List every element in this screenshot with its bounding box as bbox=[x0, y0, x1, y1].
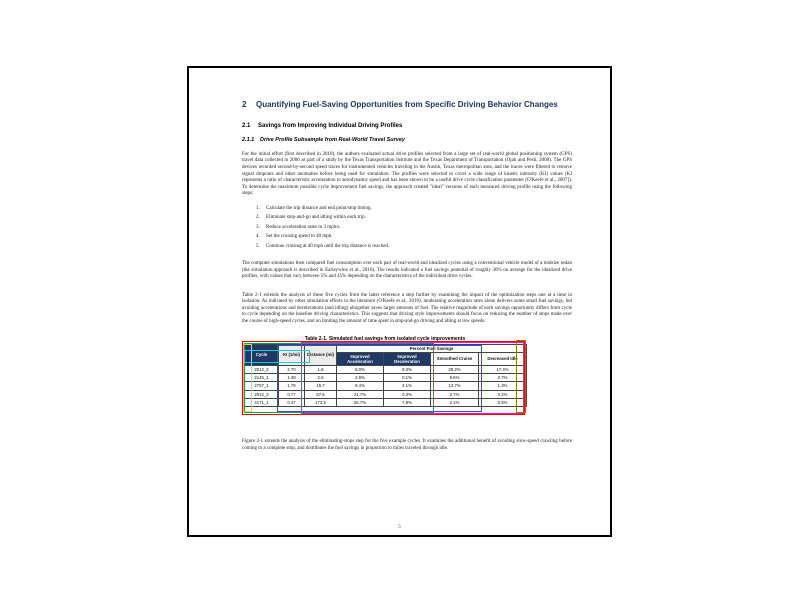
table-cell: 2757_1 bbox=[245, 382, 279, 390]
col-header-distance: Distance (mi) bbox=[305, 344, 337, 365]
table-cell: 1.48 bbox=[279, 374, 305, 382]
table-cell: 6.0% bbox=[337, 366, 384, 374]
section-heading bbox=[242, 123, 572, 131]
list-item: Eliminate stop-and-go and idling within each trip. bbox=[266, 215, 366, 221]
col-header-improved-deceleration: Improved Deceleration bbox=[384, 352, 431, 365]
table-cell: 0.1% bbox=[384, 374, 431, 382]
page-content bbox=[189, 68, 610, 452]
table-cell: 1.8 bbox=[305, 366, 337, 374]
fuel-savings-table bbox=[244, 344, 527, 407]
table-cell: 4171_1 bbox=[245, 398, 279, 406]
page-number: 5 bbox=[398, 525, 401, 530]
body-paragraph-2: The computer simulations then compared fuel consumption over each pair of real-world and idealized cycles using a conventional vehicle model of a midsize sedan (the simulation approach is described in Earleywine et al., 2010). The results indicated a fuel savings potential of roughly 30% on average for the idealized drive profiles, with values that vary between 5% and 45% depending on the characteristics of the individual drive cycles. bbox=[242, 260, 572, 280]
table-cell: 17.4% bbox=[479, 366, 527, 374]
table-cell: 21.7% bbox=[337, 390, 384, 398]
table-cell: 8.4% bbox=[337, 382, 384, 390]
list-item: Set the cruising speed to 40 mph. bbox=[266, 234, 333, 240]
chapter-title: Quantifying Fuel-Saving Opportunities from Specific Driving Behavior Changes bbox=[256, 100, 558, 109]
col-header-improved-acceleration: Improved Acceleration bbox=[337, 352, 384, 365]
table-cell: 0.47 bbox=[279, 398, 305, 406]
table-row bbox=[245, 366, 527, 374]
chapter-heading bbox=[242, 100, 572, 110]
subsection-heading bbox=[242, 137, 572, 144]
table-header-row-1 bbox=[245, 344, 527, 352]
table-cell: 2912_2 bbox=[245, 390, 279, 398]
table-cell: 13.7% bbox=[431, 382, 479, 390]
body-paragraph-3: Table 2-1 extends the analysis of these five cycles from the latter reference a step further by examining the impact of the optimization steps one at a time in isolation. As indicated by other simulation efforts in the literature (O'Keefe et al., 2010), moderating acceleration rates alone delivers some small fuel savings, but avoiding accelerations and decelerations (and idling) altogether saves larger amounts of fuel. The relative magnitude of each savings opportunity differs from cycle to cycle depending on the baseline driving characteristics. This suggests that driving style improvements should focus on reducing the number of stops made over the course of high-speed cycles, and on limiting the amount of time spent in stop-and-go driving and idling at low speeds. bbox=[242, 292, 572, 325]
table-cell: 9.5% bbox=[431, 374, 479, 382]
table-row bbox=[245, 374, 527, 382]
table-cell: 4.1% bbox=[384, 382, 431, 390]
table-cell: 2.9% bbox=[337, 374, 384, 382]
subsection-title: Drive Profile Subsample from Real-World Travel Survey bbox=[260, 136, 405, 143]
table-cell: 26.7% bbox=[337, 398, 384, 406]
col-header-ki: KI (1/mi) bbox=[279, 344, 305, 365]
list-item: Reduce acceleration rates to 3 mph/s. bbox=[266, 224, 341, 230]
col-header-decreased-idle: Decreased Idle bbox=[479, 352, 527, 365]
table-cell: 1.79 bbox=[279, 382, 305, 390]
table-row bbox=[245, 398, 527, 406]
table-cell: 0.3% bbox=[384, 390, 431, 398]
table-cell: 29.2% bbox=[431, 366, 479, 374]
table-2-1-block bbox=[244, 336, 526, 407]
body-paragraph-1: For the initial effort (first described in 2010), the authors evaluated actual drive profiles selected from a large set of real-world global positioning system (GPS) travel data collected in 2006 as part of a study by the Texas Transportation Institute and the Texas Department of Transportation (Ojah and Pesti, 2008). The GPS devices recorded second-by-second speed traces for instrumented vehicles traveling in the Austin, Texas metropolitan area, and the traces were filtered to remove signal dropouts and other anomalies before being used for simulation. The profiles were selected to cover a wide range of kinetic intensity (KI) values (KI represents a ratio of characteristic acceleration to aerodynamic speed and has been shown to be a useful drive cycle classification parameter [O'Keefe et al., 2007]). To determine the maximum possible cycle improvement fuel savings, the approach created "ideal" versions of each measured driving profile using the following steps: bbox=[242, 151, 572, 197]
list-item: Continue cruising at 40 mph until the trip distance is reached. bbox=[266, 243, 390, 249]
table-cell: 7.8% bbox=[384, 398, 431, 406]
table-row bbox=[245, 382, 527, 390]
table-cell: 2.7% bbox=[479, 374, 527, 382]
table-cell: 2.7% bbox=[431, 390, 479, 398]
chapter-number: 2 bbox=[242, 100, 247, 109]
table-cell: 2012_2 bbox=[245, 366, 279, 374]
table-cell: 15.7 bbox=[305, 382, 337, 390]
table-cell: 0.2% bbox=[479, 390, 527, 398]
col-header-percent-fuel-savings: Percent Fuel Savings bbox=[337, 344, 527, 352]
table-cell: 1.3% bbox=[479, 382, 527, 390]
document-page bbox=[187, 66, 612, 537]
table-cell: 2145_1 bbox=[245, 374, 279, 382]
table-cell: 2.70 bbox=[279, 366, 305, 374]
col-header-cycle: Cycle bbox=[245, 344, 279, 365]
subsection-number: 2.1.1 bbox=[242, 136, 255, 143]
table-row bbox=[245, 390, 527, 398]
table-cell: 2.1% bbox=[431, 398, 479, 406]
section-number: 2.1 bbox=[242, 123, 251, 130]
col-header-smoothed-cruise: Smoothed Cruise bbox=[431, 352, 479, 365]
body-paragraph-4: Figure 2-1 extends the analysis of the eliminating-stops step for the five example cycles. It examines the additional benefit of avoiding slow-speed crawling before coming to a complete stop, and distributes the fuel savings in proportion to miles traveled through idle. bbox=[242, 438, 572, 451]
table-cell: 173.5 bbox=[305, 398, 337, 406]
table-cell: 0.77 bbox=[279, 390, 305, 398]
table-cell: 0.5% bbox=[479, 398, 527, 406]
table-cell: 57.6 bbox=[305, 390, 337, 398]
section-title: Savings from Improving Individual Driving Profiles bbox=[258, 123, 403, 130]
procedure-steps-list bbox=[256, 206, 572, 250]
list-item: Calculate the trip distance and end point/stop timing. bbox=[266, 205, 372, 211]
table-cell: 2.6 bbox=[305, 374, 337, 382]
table-cell: 9.3% bbox=[384, 366, 431, 374]
table-caption: Table 2-1. Simulated fuel savings from isolated cycle improvements bbox=[304, 335, 466, 342]
